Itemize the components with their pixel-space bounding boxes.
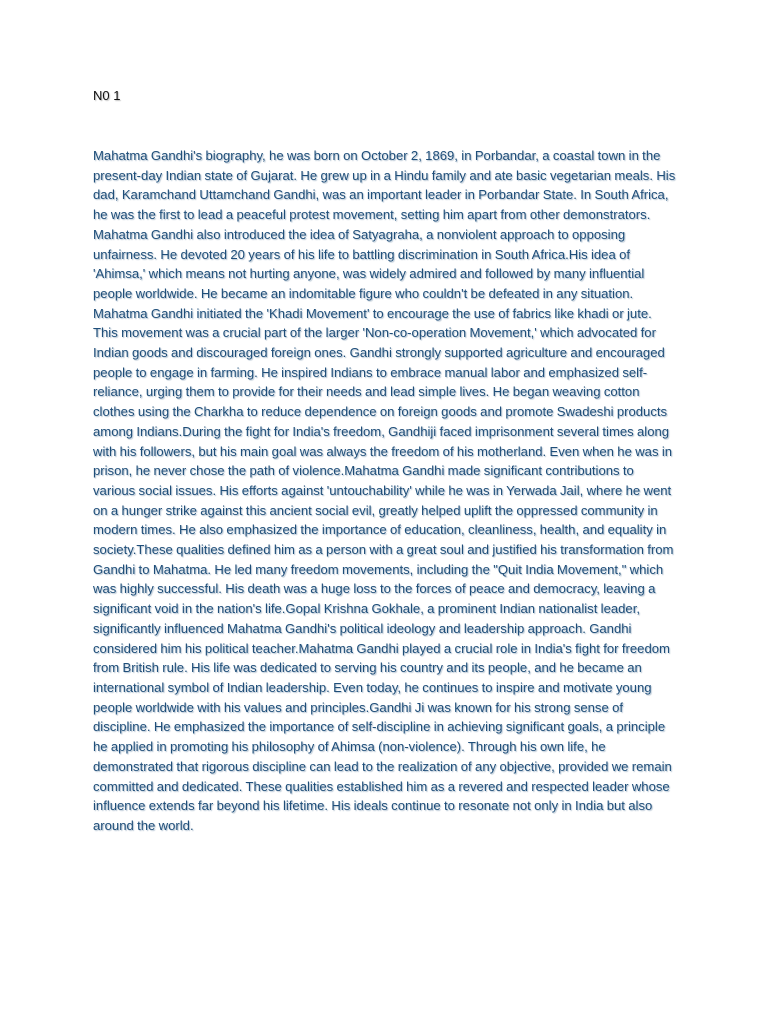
document-paragraph: Mahatma Gandhi's biography, he was born on October 2, 1869, in Porbandar, a coastal town in the present-day Indian state of Gujarat. He grew up in a Hindu family and ate basic vegetarian meals. His dad, Karamchand Uttamchand Gandhi, was an important leader in Porbandar State. In South Africa, he was the first to lead a peaceful protest movement, setting him apart from other demonstrators. Mahatma Gandhi also introduced the idea of Satyagraha, a nonviolent approach to opposing unfairness. He devoted 20 years of his life to battling discrimination in South Africa.His idea of 'Ahimsa,' which means not hurting anyone, was widely admired and followed by many influential people worldwide. He became an indomitable figure who couldn't be defeated in any situation. Mahatma Gandhi initiated the 'Khadi Movement' to encourage the use of fabrics like khadi or jute. This movement was a crucial part of the larger 'Non-co-operation Movement,' which advocated for Indian goods and discouraged foreign ones. Gandhi strongly supported agriculture and encouraged people to engage in farming. He inspired Indians to embrace manual labor and emphasized self-reliance, urging them to provide for their needs and lead simple lives. He began weaving cotton clothes using the Charkha to reduce dependence on foreign goods and promote Swadeshi products among Indians.During the fight for India's freedom, Gandhiji faced imprisonment several times along with his followers, but his main goal was always the freedom of his motherland. Even when he was in prison, he never chose the path of violence.Mahatma Gandhi made significant contributions to various social issues. His efforts against 'untouchability' while he was in Yerwada Jail, where he went on a hunger strike against this ancient social evil, greatly helped uplift the oppressed community in modern times. He also emphasized the importance of education, cleanliness, health, and equality in society.These qualities defined him as a person with a great soul and justified his transformation from Gandhi to Mahatma. He led many freedom movements, including the "Quit India Movement," which was highly successful. His death was a huge loss to the forces of peace and democracy, leaving a significant void in the nation's life.Gopal Krishna Gokhale, a prominent Indian nationalist leader, significantly influenced Mahatma Gandhi's political ideology and leadership approach. Gandhi considered him his political teacher.Mahatma Gandhi played a crucial role in India's fight for freedom from British rule. His life was dedicated to serving his country and its people, and he became an international symbol of Indian leadership. Even today, he continues to inspire and motivate young people worldwide with his values and principles.Gandhi Ji was known for his strong sense of discipline. He emphasized the importance of self-discipline in achieving significant goals, a principle he applied in promoting his philosophy of Ahimsa (non-violence). Through his own life, he demonstrated that rigorous discipline can lead to the realization of any objective, provided we remain committed and dedicated. These qualities established him as a revered and respected leader whose influence extends far beyond his lifetime. His ideals continue to resonate not only in India but also around the world.: [93, 148, 676, 833]
document-heading: N0 1: [93, 88, 121, 103]
